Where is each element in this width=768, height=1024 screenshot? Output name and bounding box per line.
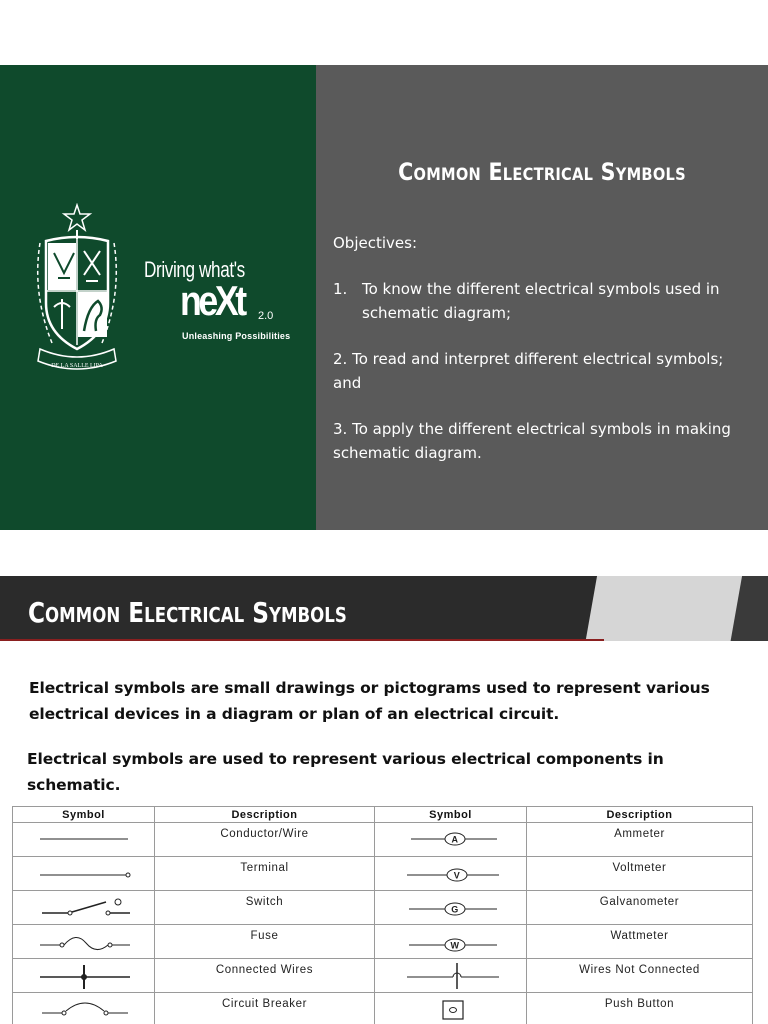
table-row bbox=[13, 857, 753, 891]
definition-paragraph: Electrical symbols are small drawings or pictograms used to represent various electrical devices in a diagram or plan of an electrical circuit. bbox=[29, 679, 710, 723]
symbol-description: Circuit Breaker bbox=[221, 997, 308, 1010]
electrical-symbols-table bbox=[12, 806, 753, 1024]
svg-text:G: G bbox=[450, 904, 459, 914]
column-header: Description bbox=[527, 807, 753, 823]
wires-not-connected-icon bbox=[391, 961, 511, 991]
slide-title: Common Electrical Symbols bbox=[398, 158, 686, 186]
svg-text:DE LA SALLE LIPA: DE LA SALLE LIPA bbox=[51, 363, 103, 369]
wattmeter-icon bbox=[391, 927, 511, 957]
symbol-description: Voltmeter bbox=[612, 861, 667, 874]
usage-paragraph: Electrical symbols are used to represent various electrical components in schematic. bbox=[27, 750, 664, 794]
brand-next-wordmark: neXt bbox=[180, 277, 244, 324]
banner-accent-shape bbox=[583, 576, 742, 641]
terminal-icon bbox=[24, 859, 144, 889]
brand-version: 2.0 bbox=[258, 310, 274, 322]
push-button-icon bbox=[391, 995, 511, 1024]
conductor-wire-icon bbox=[24, 825, 144, 855]
objective-item: 2. To read and interpret different electrical symbols; and bbox=[333, 350, 724, 392]
fuse-icon bbox=[24, 927, 144, 957]
symbol-description: Push Button bbox=[604, 997, 675, 1010]
symbol-description: Fuse bbox=[250, 929, 279, 942]
table-row bbox=[13, 823, 753, 857]
column-header: Symbol bbox=[375, 807, 527, 823]
school-crest-icon bbox=[34, 203, 120, 379]
symbol-description: Wattmeter bbox=[610, 929, 669, 942]
green-brand-panel bbox=[0, 65, 316, 530]
switch-icon bbox=[24, 893, 144, 923]
title-slide bbox=[0, 65, 768, 530]
brand-slogan: Driving what's bbox=[144, 257, 245, 282]
column-header: Description bbox=[155, 807, 375, 823]
circuit-breaker-icon bbox=[24, 995, 144, 1024]
svg-text:A: A bbox=[450, 834, 459, 844]
symbol-description: Ammeter bbox=[614, 827, 665, 840]
table-row bbox=[13, 925, 753, 959]
objectives-heading: Objectives: bbox=[333, 234, 417, 252]
symbol-description: Switch bbox=[245, 895, 284, 908]
symbol-description: Terminal bbox=[240, 861, 289, 874]
galvanometer-icon bbox=[391, 893, 511, 923]
objectives-text bbox=[333, 231, 753, 465]
column-header: Symbol bbox=[13, 807, 155, 823]
table-row bbox=[13, 959, 753, 993]
brand-logo bbox=[144, 257, 304, 347]
table-row bbox=[13, 891, 753, 925]
brand-tagline: Unleashing Possibilities bbox=[182, 331, 291, 341]
voltmeter-icon bbox=[391, 859, 511, 889]
symbol-description: Galvanometer bbox=[599, 895, 680, 908]
ammeter-icon bbox=[391, 825, 511, 855]
section-title: Common Electrical Symbols bbox=[28, 596, 347, 629]
connected-wires-icon bbox=[24, 961, 144, 991]
slide-header-banner bbox=[0, 576, 768, 641]
objective-item: 3. To apply the different electrical symbols in making schematic diagram. bbox=[333, 420, 731, 462]
table-row bbox=[13, 993, 753, 1024]
svg-text:V: V bbox=[453, 870, 460, 880]
symbol-description: Conductor/Wire bbox=[220, 827, 309, 840]
objective-item: 1. To know the different electrical symbols used in schematic diagram; bbox=[333, 280, 720, 322]
grey-content-panel bbox=[316, 65, 768, 530]
svg-text:W: W bbox=[449, 940, 460, 950]
banner-underline bbox=[0, 639, 604, 641]
symbol-description: Connected Wires bbox=[215, 963, 314, 976]
symbol-description: Wires Not Connected bbox=[579, 963, 700, 976]
table-header-row bbox=[13, 807, 753, 823]
